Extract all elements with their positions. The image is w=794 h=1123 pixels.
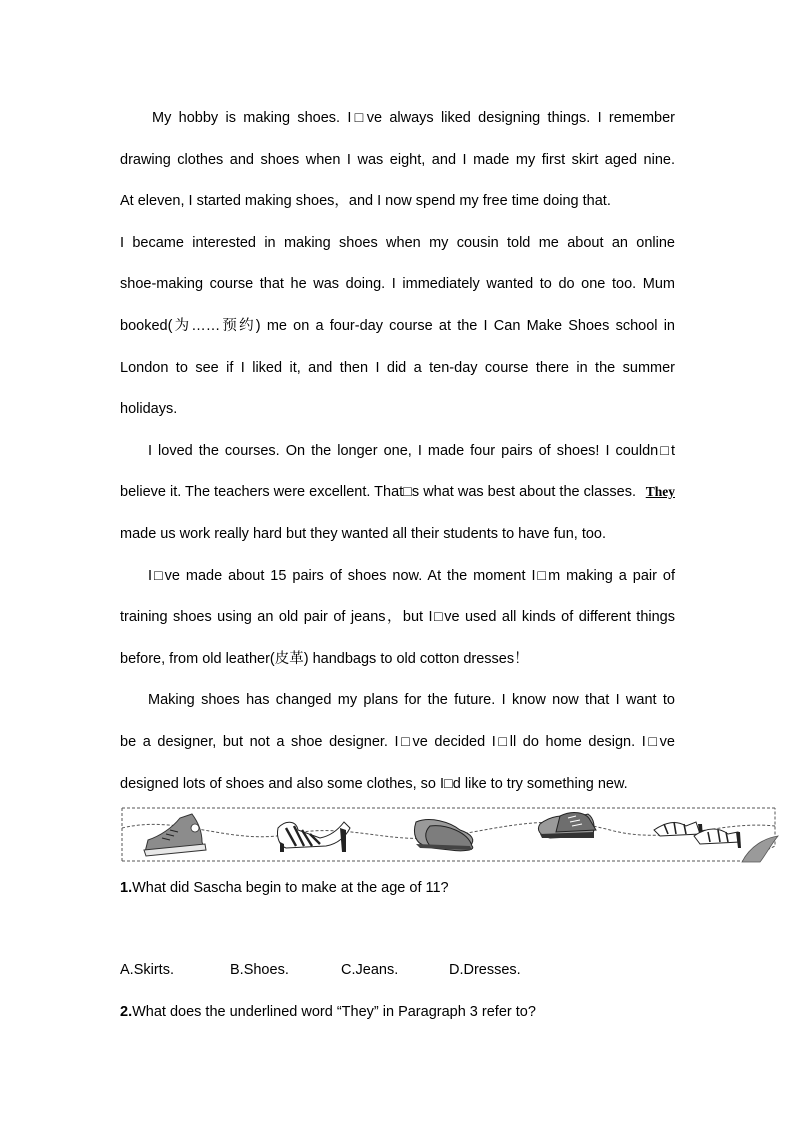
paragraph-5-line-3: designed lots of shoes and also some clothes, so I□d like to try something new. bbox=[120, 776, 628, 792]
paragraph-2-line-4: London to see if I liked it, and then I did a ten-day course there in the summer bbox=[120, 360, 675, 376]
question-1-text: What did Sascha begin to make at the age of 11? bbox=[132, 880, 449, 896]
paragraph-3-line-1: I loved the courses. On the longer one, I made four pairs of shoes! I couldn□t bbox=[148, 443, 675, 459]
paragraph-4-line-2: training shoes using an old pair of jeans，but I□ve used all kinds of different things bbox=[120, 609, 675, 625]
paragraph-3-line-2-text: believe it. The teachers were excellent. That□s what was best about the classes. bbox=[120, 484, 636, 500]
sandals-icon bbox=[654, 822, 741, 848]
question-1-option-c[interactable]: C.Jeans. bbox=[341, 962, 399, 978]
paragraph-3-line-2 bbox=[120, 482, 675, 502]
paragraph-1-line-3: At eleven, I started making shoes，and I now spend my free time doing that. bbox=[120, 193, 611, 209]
paragraph-2-line-5: holidays. bbox=[120, 401, 178, 417]
underlined-word-they: They bbox=[645, 484, 675, 499]
question-2-number: 2. bbox=[120, 1004, 133, 1020]
paragraph-1-line-1: My hobby is making shoes. I□ve always liked designing things. I remember bbox=[152, 110, 675, 126]
boot-icon bbox=[538, 813, 596, 838]
paragraph-3-line-3: made us work really hard but they wanted all their students to have fun, too. bbox=[120, 526, 607, 542]
shoe-banner bbox=[120, 806, 780, 864]
question-2-text: What does the underlined word “They” in Paragraph 3 refer to? bbox=[132, 1004, 536, 1020]
question-1-option-a[interactable]: A.Skirts. bbox=[120, 962, 174, 978]
question-1-option-b[interactable]: B.Shoes. bbox=[230, 962, 289, 978]
paragraph-5-line-1: Making shoes has changed my plans for the future. I know now that I want to bbox=[148, 692, 675, 708]
loafer-icon bbox=[414, 820, 472, 851]
paragraph-4-line-3: before, from old leather(皮革) handbags to old cotton dresses！ bbox=[120, 651, 529, 667]
paragraph-2-line-1: I became interested in making shoes when my cousin told me about an online bbox=[120, 235, 675, 251]
question-2 bbox=[120, 1002, 536, 1022]
paragraph-4-line-1: I□ve made about 15 pairs of shoes now. At the moment I□m making a pair of bbox=[148, 568, 675, 584]
high-heel-icon bbox=[277, 822, 350, 852]
paragraph-2-line-3: booked(为……预约) me on a four-day course at the I Can Make Shoes school in bbox=[120, 318, 675, 334]
paragraph-1-line-2: drawing clothes and shoes when I was eight, and I made my first skirt aged nine. bbox=[120, 152, 675, 168]
paragraph-2-line-2: shoe-making course that he was doing. I immediately wanted to do one too. Mum bbox=[120, 276, 675, 292]
paragraph-5-line-2: be a designer, but not a shoe designer. I□ve decided I□ll do home design. I□ve bbox=[120, 734, 675, 750]
question-1-number: 1. bbox=[120, 880, 133, 896]
question-1 bbox=[120, 878, 449, 898]
sneaker-icon bbox=[144, 814, 206, 856]
question-1-option-d[interactable]: D.Dresses. bbox=[449, 962, 521, 978]
